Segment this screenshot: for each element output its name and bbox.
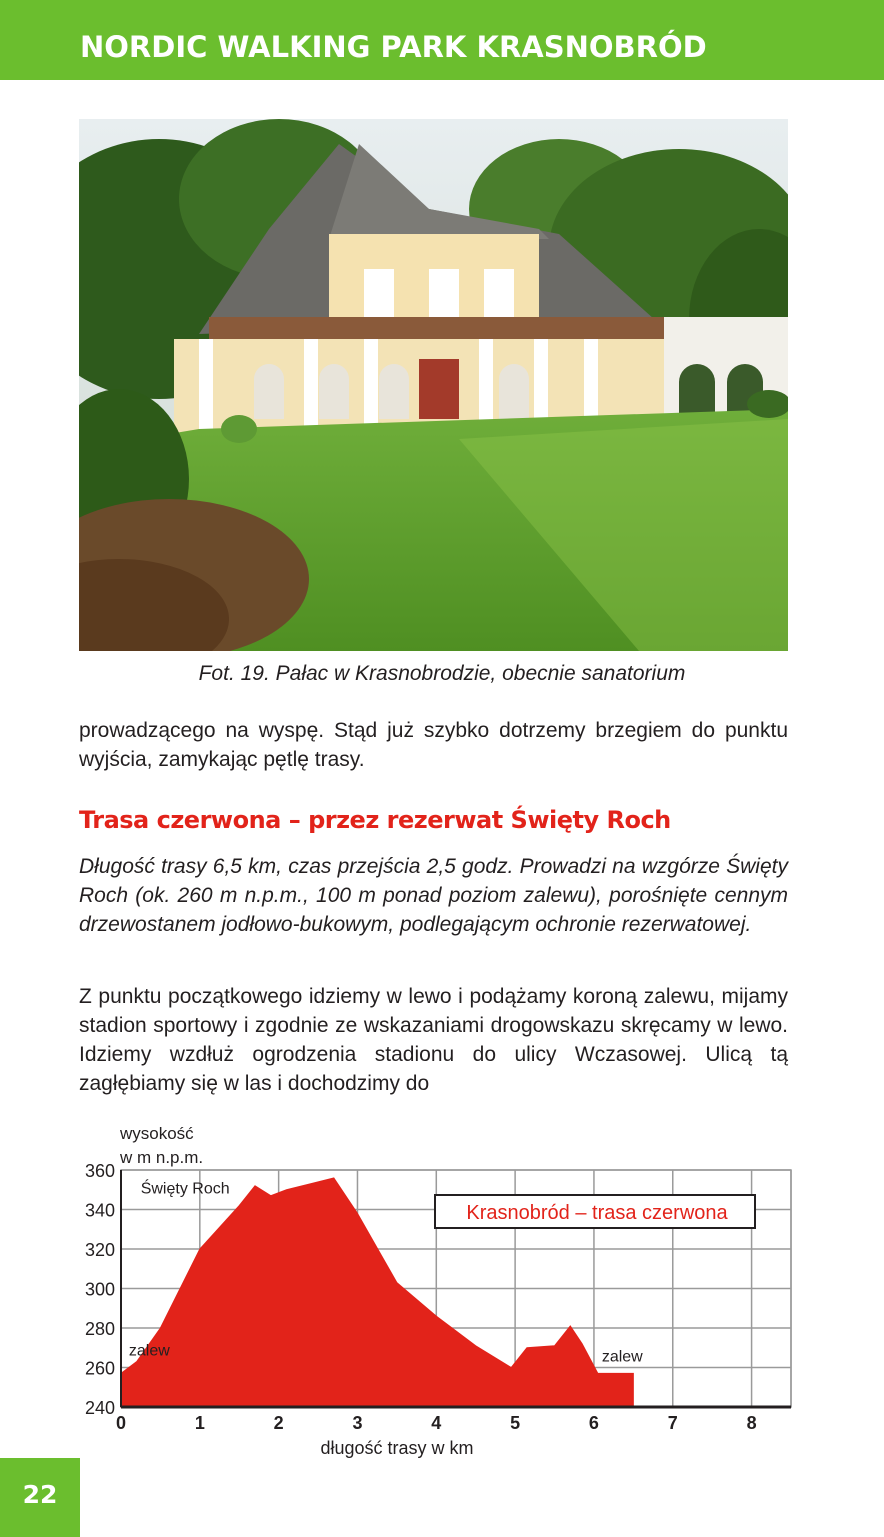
chart-annotation: Święty Roch xyxy=(140,1180,230,1198)
x-axis-label: długość trasy w km xyxy=(320,1438,474,1458)
y-tick-label: 320 xyxy=(84,1240,115,1260)
y-tick-labels xyxy=(85,1161,115,1418)
x-tick-label: 2 xyxy=(273,1413,284,1433)
y-tick-label: 260 xyxy=(84,1358,115,1379)
x-tick-label: 1 xyxy=(194,1413,205,1433)
x-tick-label: 7 xyxy=(667,1413,678,1433)
chart-legend-box xyxy=(435,1195,755,1228)
y-axis-label-line2: w m n.p.m. xyxy=(120,1148,204,1167)
chart-title: Krasnobród – trasa czerwona xyxy=(466,1202,728,1224)
y-tick-label: 240 xyxy=(84,1398,115,1418)
x-tick-label: 5 xyxy=(510,1413,521,1433)
section-title: Trasa czerwona – przez rezerwat Święty Roch xyxy=(79,806,671,834)
y-tick-label: 340 xyxy=(84,1200,115,1221)
y-tick-label: 360 xyxy=(84,1161,115,1181)
x-tick-labels xyxy=(116,1413,757,1433)
elevation-chart-svg xyxy=(0,1110,884,1470)
chart-annotation: zalew xyxy=(601,1348,643,1366)
y-tick-label: 300 xyxy=(84,1279,115,1300)
x-tick-label: 8 xyxy=(746,1413,757,1433)
x-tick-label: 4 xyxy=(431,1413,442,1433)
chart-annotation: zalew xyxy=(128,1342,170,1360)
palace-illustration xyxy=(79,119,788,651)
palace-photo xyxy=(79,119,788,651)
x-tick-label: 0 xyxy=(115,1413,127,1433)
y-axis-label-line1: wysokość xyxy=(120,1124,194,1143)
page-number: 22 xyxy=(22,1480,58,1509)
route-summary-paragraph: Długość trasy 6,5 km, czas przejścia 2,5 godz. Prowadzi na wzgórze Święty Roch (ok. 260 m n.p.m., 100 m ponad poziom zalewu), porośnięte cennym drzewostanem jodłowo-bukowym, podlegającym ochronie rezerwatowej. xyxy=(79,855,788,936)
page-header-title: NORDIC WALKING PARK KRASNOBRÓD xyxy=(80,30,707,64)
elevation-chart xyxy=(0,1110,884,1470)
x-tick-label: 6 xyxy=(588,1413,599,1433)
body-paragraph-2: Z punktu początkowego idziemy w lewo i podążamy koroną zalewu, mijamy stadion sportowy i zgodnie ze wskazaniami drogowskazu skręcamy w lewo. Idziemy wzdłuż ogrodzenia stadionu do ulicy Wczasowej. Ulicą tą zagłębiamy się w las i dochodzimy do xyxy=(79,985,788,1095)
body-paragraph-1: prowadzącego na wyspę. Stąd już szybko dotrzemy brzegiem do punktu wyjścia, zamykając pętlę trasy. xyxy=(79,719,788,771)
x-tick-label: 3 xyxy=(352,1413,363,1433)
y-tick-label: 280 xyxy=(84,1319,115,1339)
photo-caption: Fot. 19. Pałac w Krasnobrodzie, obecnie sanatorium xyxy=(198,662,686,685)
